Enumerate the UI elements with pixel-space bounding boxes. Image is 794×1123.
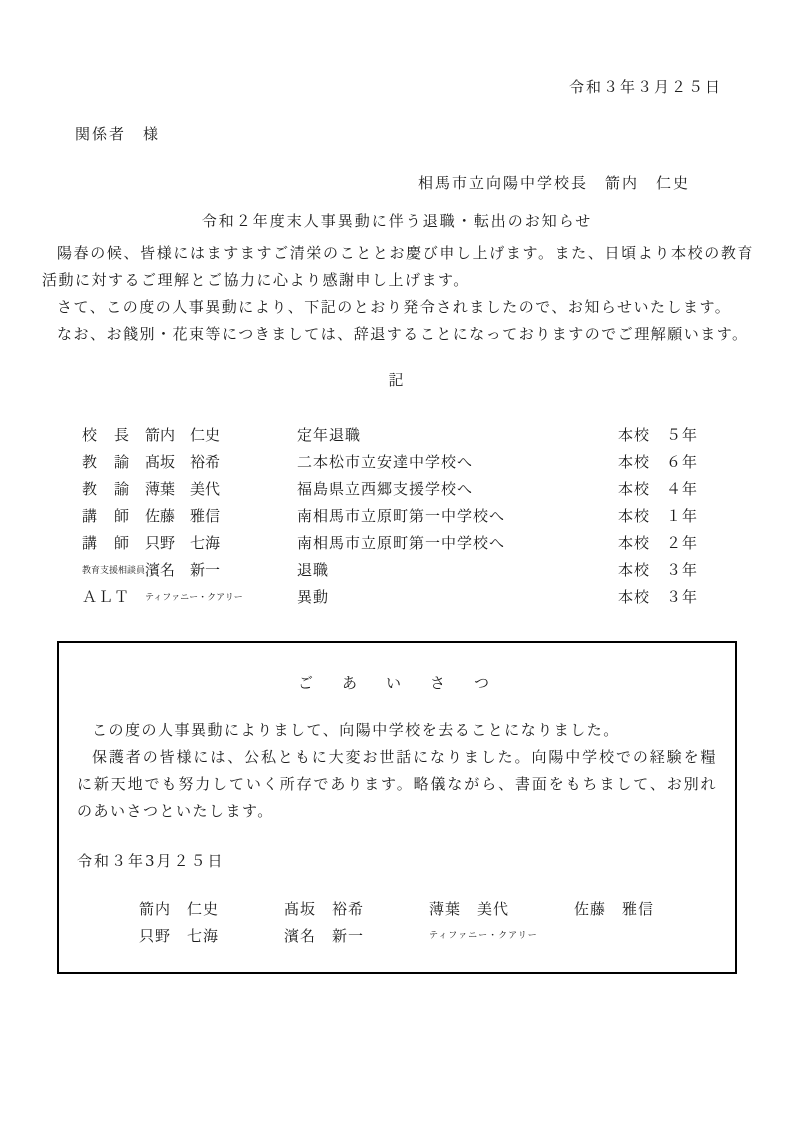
tenure-cell: 本校 ３年 [618,561,699,579]
signature-name: 濱名 新一 [284,927,365,945]
name-cell: 只野 七海 [145,534,221,552]
table-row [82,529,724,556]
document-title: 令和２年度末人事異動に伴う退職・転出のお知らせ [201,212,593,230]
signature-name: 薄葉 美代 [429,900,510,918]
table-row [82,448,724,475]
status-cell: 南相馬市立原町第一中学校へ [297,507,506,525]
table-row [82,502,724,529]
body-paragraph: なお、お餞別・花束等につきましては、辞退することになっておりますのでご理解願います。 [57,325,749,343]
signatures [77,896,717,950]
greeting-date: 令和３年3月２５日 [77,852,225,870]
table-row [82,556,724,583]
table-row [82,475,724,502]
tenure-cell: 本校 ６年 [618,453,699,471]
name-cell: 濱名 新一 [145,561,221,579]
body-text [42,240,754,348]
status-cell: 異動 [297,588,330,606]
name-cell: 佐藤 雅信 [145,507,221,525]
signature-name: 髙坂 裕希 [284,900,365,918]
name-cell: ティファニー・クアリー [145,593,243,603]
status-cell: 二本松市立安達中学校へ [297,453,474,471]
greeting-body [77,717,717,825]
greeting-box [57,641,737,974]
greeting-paragraph: 保護者の皆様には、公私ともに大変お世話になりました。向陽中学校での経験を糧に新天地でも努力していく所存であります。略儀ながら、書面をもちまして、お別れのあいさつといたします。 [77,748,717,820]
recipient-line: 関係者 様 [75,125,161,143]
role-cell: 教 諭 [82,453,131,471]
name-cell: 薄葉 美代 [145,480,221,498]
tenure-cell: 本校 ４年 [618,480,699,498]
signature-name: 佐藤 雅信 [574,900,655,918]
greeting-heading: ご あ い さ つ [297,674,496,692]
tenure-cell: 本校 ２年 [618,534,699,552]
role-cell: 教 諭 [82,480,131,498]
name-cell: 髙坂 裕希 [145,453,221,471]
signature-row [77,923,717,950]
role-cell: 教育支援相談員 [82,566,146,576]
role-cell: 校 長 [82,426,131,444]
body-paragraph: 陽春の候、皆様にはますますご清栄のこととお慶び申し上げます。また、日頃より本校の教育活動に対するご理解とご協力に心より感謝申し上げます。 [42,244,754,289]
role-cell: 講 師 [82,534,131,552]
role-cell: ＡＬＴ [82,588,131,606]
signature-name: 箭内 仁史 [139,900,220,918]
document-date: 令和３年３月２５日 [568,78,722,96]
signature-row [77,896,717,923]
sender-line: 相馬市立向陽中学校長 箭内 仁史 [417,174,690,192]
role-cell: 講 師 [82,507,131,525]
tenure-cell: 本校 ５年 [618,426,699,444]
table-row [82,421,724,448]
signature-name: 只野 七海 [139,927,220,945]
status-cell: 退職 [297,561,330,579]
personnel-table [82,421,724,610]
table-row [82,583,724,610]
status-cell: 福島県立西郷支援学校へ [297,480,474,498]
tenure-cell: 本校 １年 [618,507,699,525]
tenure-cell: 本校 ３年 [618,588,699,606]
status-cell: 南相馬市立原町第一中学校へ [297,534,506,552]
status-cell: 定年退職 [297,426,362,444]
greeting-paragraph: この度の人事異動によりまして、向陽中学校を去ることになりました。 [92,721,620,739]
record-heading: 記 [388,371,406,389]
signature-name: ティファニー・クアリー [429,931,538,941]
body-paragraph: さて、この度の人事異動により、下記のとおり発令されましたので、お知らせいたします。 [57,298,732,316]
name-cell: 箭内 仁史 [145,426,221,444]
